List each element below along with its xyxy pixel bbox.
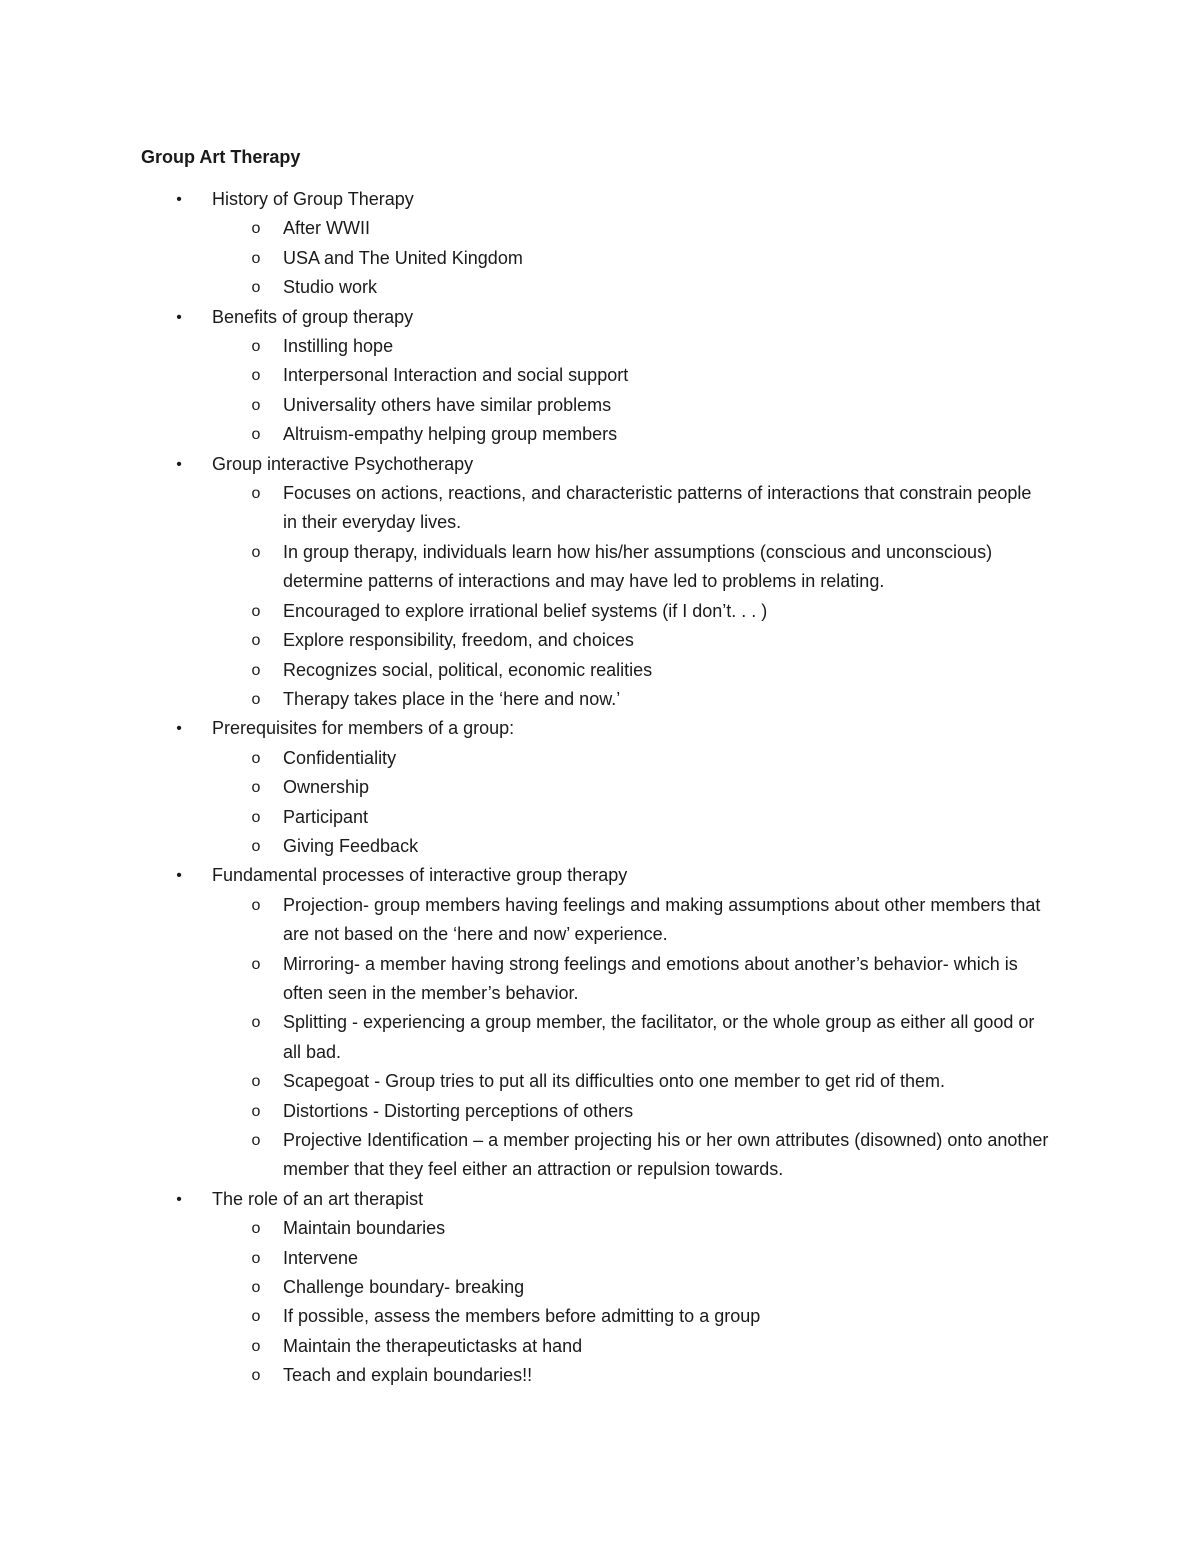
- list-item: [0, 1302, 1049, 1331]
- list-item: [0, 1214, 1049, 1243]
- list-item: [0, 685, 1049, 714]
- list-item: [0, 1126, 1049, 1185]
- list-item-text: Recognizes social, political, economic realities: [283, 659, 653, 680]
- sub-list: [0, 1214, 1200, 1390]
- list-item: [0, 361, 1049, 390]
- sub-list: [0, 891, 1200, 1185]
- sub-list: [0, 332, 1200, 450]
- list-item-text: Splitting - experiencing a group member, the facilitator, or the whole group as either all good or all bad.: [283, 1012, 1035, 1062]
- sub-bullet-icon: o: [251, 955, 261, 973]
- sub-bullet-icon: o: [251, 1367, 261, 1385]
- list-item: [0, 950, 1049, 1009]
- list-item: [0, 626, 1049, 655]
- section-heading: The role of an art therapist: [212, 1188, 424, 1209]
- list-item: [0, 773, 1049, 802]
- sub-list: [0, 479, 1200, 714]
- sub-bullet-icon: o: [251, 837, 261, 855]
- list-item-text: Maintain the therapeutictasks at hand: [283, 1335, 583, 1356]
- section-prerequisites: [0, 714, 1200, 861]
- list-item-text: Focuses on actions, reactions, and characteristic patterns of interactions that constrain people in their everyday lives.: [283, 483, 1032, 533]
- list-item: [0, 214, 1049, 243]
- bullet-icon: •: [176, 867, 182, 885]
- list-item-text: Interpersonal Interaction and social support: [283, 365, 629, 386]
- sub-bullet-icon: o: [251, 602, 261, 620]
- section-art-therapist-role: [0, 1185, 1200, 1391]
- sub-bullet-icon: o: [251, 543, 261, 561]
- list-item-text: Projection- group members having feelings and making assumptions about other members that are not based on the ‘here and now’ experience.: [283, 894, 1041, 945]
- list-item: [0, 273, 1049, 302]
- list-item: [0, 832, 1049, 861]
- bullet-icon: •: [176, 1190, 182, 1208]
- list-item-text: Encouraged to explore irrational belief systems (if I don’t. . . ): [283, 600, 768, 621]
- list-item: [0, 538, 1049, 597]
- sub-bullet-icon: o: [251, 896, 261, 914]
- sub-bullet-icon: o: [251, 249, 261, 267]
- sub-bullet-icon: o: [251, 426, 261, 444]
- sub-bullet-icon: o: [251, 1249, 261, 1267]
- list-item-text: Giving Feedback: [283, 835, 419, 856]
- sub-bullet-icon: o: [251, 338, 261, 356]
- section-fundamental-processes: [0, 861, 1200, 1184]
- list-item-text: Scapegoat - Group tries to put all its difficulties onto one member to get rid of them.: [283, 1071, 946, 1092]
- list-item: [0, 744, 1049, 773]
- list-item: [0, 1097, 1049, 1126]
- list-item: [0, 479, 1049, 538]
- sub-bullet-icon: o: [251, 279, 261, 297]
- list-item-text: Explore responsibility, freedom, and choices: [283, 630, 634, 651]
- list-item: [0, 1361, 1049, 1390]
- section-heading: Group interactive Psychotherapy: [212, 453, 474, 474]
- sub-bullet-icon: o: [251, 1308, 261, 1326]
- section-heading: Benefits of group therapy: [212, 306, 414, 327]
- list-item-text: After WWII: [283, 218, 370, 239]
- list-item: [0, 420, 1049, 449]
- list-item-text: Maintain boundaries: [283, 1218, 446, 1239]
- sub-bullet-icon: o: [251, 1220, 261, 1238]
- list-item: [0, 1244, 1049, 1273]
- sub-list: [0, 744, 1200, 862]
- list-item: [0, 244, 1049, 273]
- sub-bullet-icon: o: [251, 779, 261, 797]
- sub-bullet-icon: o: [251, 1102, 261, 1120]
- list-item-text: Participant: [283, 806, 369, 827]
- document-title: Group Art Therapy: [141, 147, 301, 167]
- list-item-text: Instilling hope: [283, 336, 394, 357]
- list-item: [0, 597, 1049, 626]
- sub-bullet-icon: o: [251, 396, 261, 414]
- section-heading: History of Group Therapy: [212, 189, 414, 209]
- sub-bullet-icon: o: [251, 485, 261, 503]
- bullet-icon: •: [176, 308, 182, 326]
- list-item: [0, 656, 1049, 685]
- list-item: [0, 1067, 1049, 1096]
- sub-bullet-icon: o: [251, 1073, 261, 1091]
- section-benefits: [0, 303, 1200, 450]
- sub-bullet-icon: o: [251, 367, 261, 385]
- bullet-icon: •: [176, 455, 182, 473]
- bullet-icon: •: [176, 720, 182, 738]
- list-item: [0, 332, 1049, 361]
- list-item-text: If possible, assess the members before admitting to a group: [283, 1306, 761, 1327]
- list-item-text: Studio work: [283, 277, 378, 298]
- sub-list: [0, 214, 1200, 302]
- sub-bullet-icon: o: [251, 690, 261, 708]
- section-history: [0, 185, 1200, 303]
- sub-bullet-icon: o: [251, 1279, 261, 1297]
- outline-list: [0, 185, 1200, 1391]
- list-item-text: Intervene: [283, 1247, 359, 1268]
- list-item: [0, 1332, 1049, 1361]
- list-item-text: Universality others have similar problems: [283, 394, 612, 415]
- list-item: [0, 1008, 1049, 1067]
- sub-bullet-icon: o: [251, 661, 261, 679]
- list-item-text: Ownership: [283, 777, 370, 798]
- list-item-text: Mirroring- a member having strong feelings and emotions about another’s behavior- which is often seen in the member’s behavior.: [283, 953, 1018, 1003]
- list-item: [0, 891, 1049, 950]
- list-item-text: Teach and explain boundaries!!: [283, 1365, 533, 1386]
- sub-bullet-icon: o: [251, 1014, 261, 1032]
- list-item-text: Therapy takes place in the ‘here and now.’: [283, 688, 621, 709]
- sub-bullet-icon: o: [251, 1337, 261, 1355]
- bullet-icon: •: [176, 191, 182, 208]
- list-item: [0, 803, 1049, 832]
- sub-bullet-icon: o: [251, 749, 261, 767]
- sub-bullet-icon: o: [251, 808, 261, 826]
- list-item-text: Altruism-empathy helping group members: [283, 424, 618, 445]
- section-heading: Fundamental processes of interactive group therapy: [212, 865, 628, 886]
- list-item-text: Distortions - Distorting perceptions of others: [283, 1100, 634, 1121]
- list-item-text: Challenge boundary- breaking: [283, 1277, 525, 1298]
- sub-bullet-icon: o: [251, 220, 261, 238]
- list-item: [0, 391, 1049, 420]
- list-item-text: In group therapy, individuals learn how his/her assumptions (conscious and unconscious) determine patterns of interactions and may have led to problems in relating.: [283, 541, 993, 592]
- section-heading: Prerequisites for members of a group:: [212, 718, 515, 739]
- section-psychotherapy: [0, 450, 1200, 715]
- list-item: [0, 1273, 1049, 1302]
- sub-bullet-icon: o: [251, 632, 261, 650]
- sub-bullet-icon: o: [251, 1132, 261, 1149]
- list-item-text: Projective Identification – a member projecting his or her own attributes (disowned) onto another member that they feel either an attraction or repulsion towards.: [283, 1130, 1049, 1180]
- list-item-text: USA and The United Kingdom: [283, 247, 523, 268]
- list-item-text: Confidentiality: [283, 747, 397, 768]
